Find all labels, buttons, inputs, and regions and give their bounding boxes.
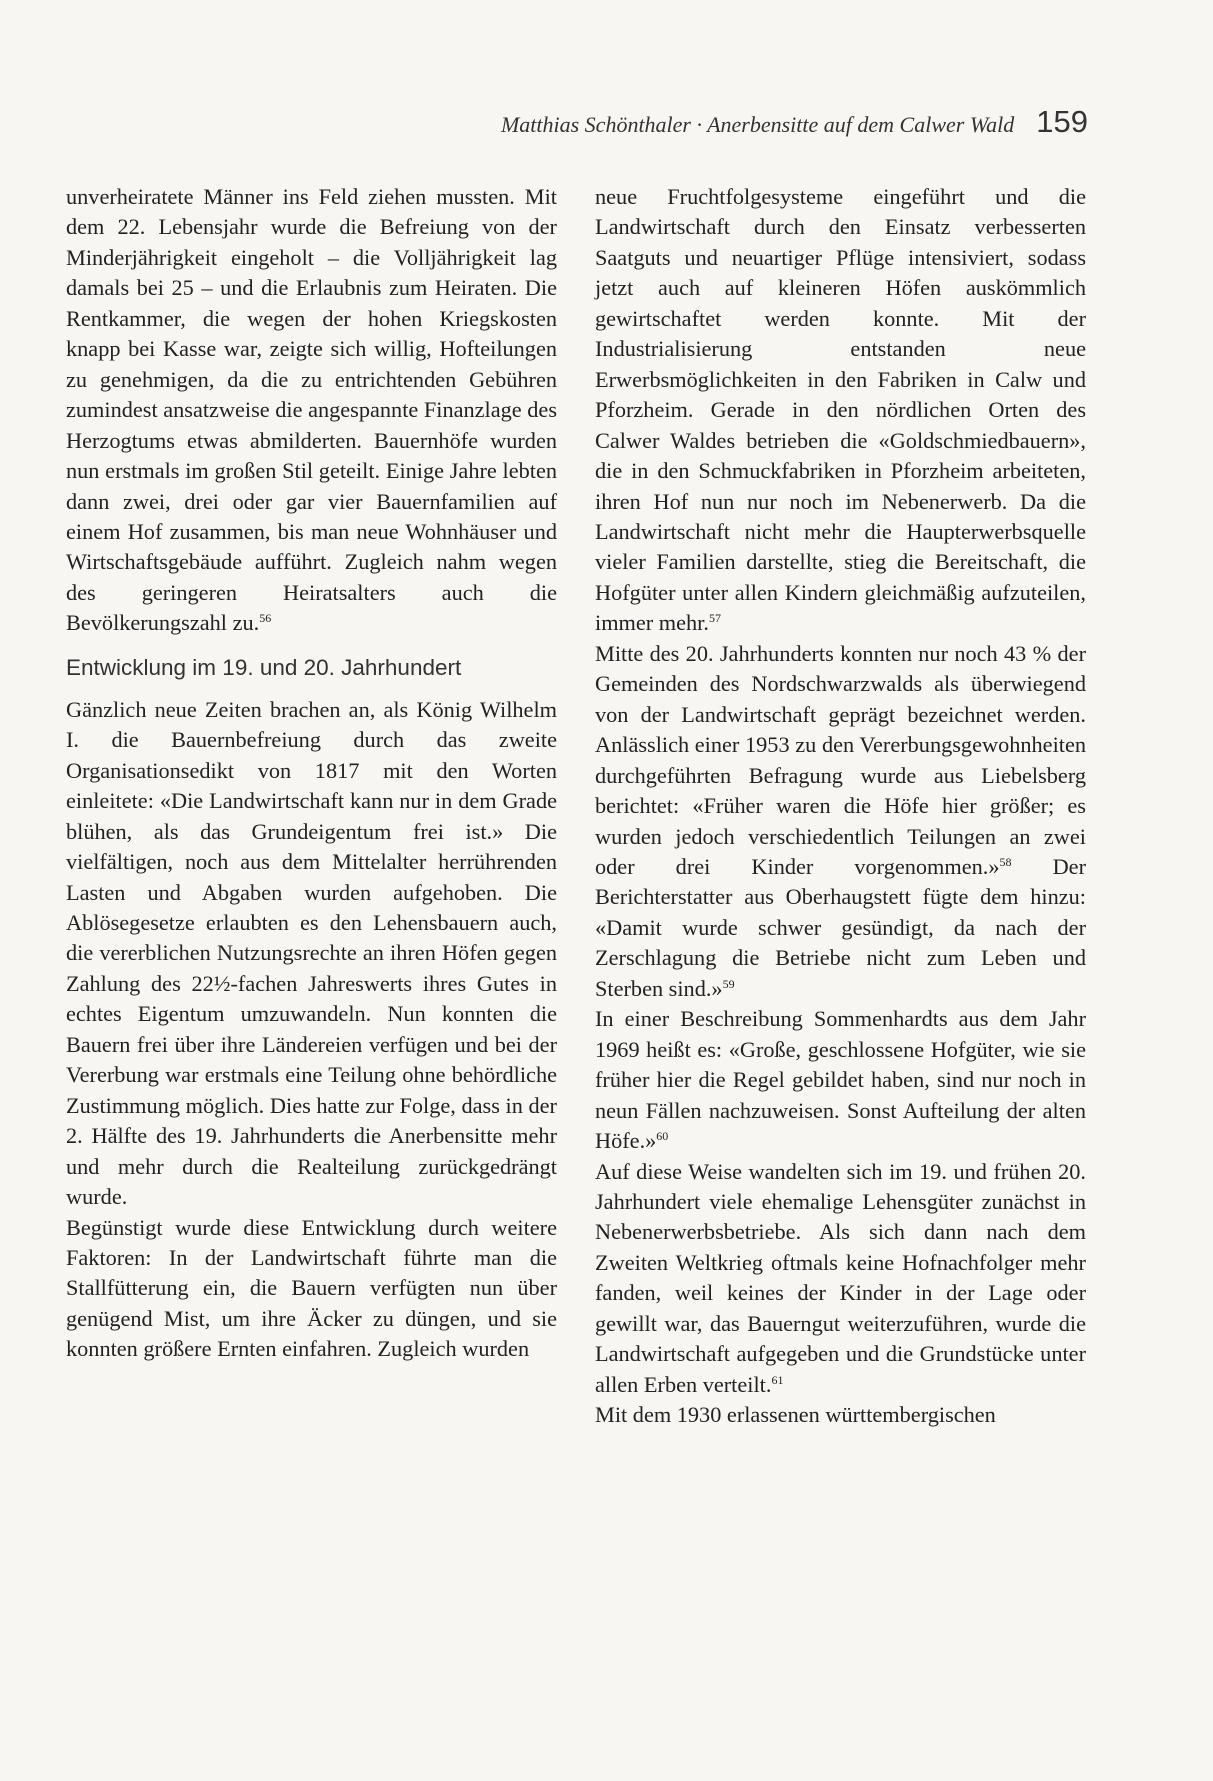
paragraph xyxy=(595,182,1086,639)
paragraph-text: Mitte des 20. Jahrhunderts konnten nur noch 43 % der Gemeinden des Nordschwarzwalds als überwiegend von der Landwirtschaft geprägt bezeichnet werden. Anlässlich einer 1953 zu den Vererbungsgewohnheiten durchgeführten Befragung wurde aus Liebelsberg berichtet: «Früher waren die Höfe hier größer; es wurden jedoch verschiedentlich Teilungen an zwei oder drei Kinder vorgenommen.» xyxy=(595,640,1086,879)
paragraph xyxy=(595,1004,1086,1156)
section-heading: Entwicklung im 19. und 20. Jahrhundert xyxy=(66,654,462,680)
paragraph-text: neue Fruchtfolgesysteme eingeführt und die Landwirtschaft durch den Einsatz verbesserten Saatguts und neuartiger Pflüge intensiviert, sodass jetzt auch auf kleineren Höfen auskömmlich gewirtschaftet werden konnte. Mit der Industrialisierung entstanden neue Erwerbsmöglichkeiten in den Fabriken in Calw und Pforzheim. Gerade in den nördlichen Orten des Calwer Waldes betrieben die «Goldschmiedbauern», die in den Schmuckfabriken in Pforzheim arbeiteten, ihren Hof nun nur noch im Nebenerwerb. Da die Landwirtschaft nicht mehr die Haupterwerbsquelle vieler Familien darstellte, stieg die Bereitschaft, die Hofgüter unter allen Kindern gleichmäßig aufzuteilen, immer mehr. xyxy=(595,184,1086,636)
paragraph: Begünstigt wurde diese Entwicklung durch weitere Faktoren: In der Landwirtschaft führte man die Stallfütterung ein, die Bauern verfügten nun über genügend Mist, um ihre Äcker zu düngen, und sie konnten größere Ernten einfahren. Zugleich wurden xyxy=(66,1214,557,1362)
left-column xyxy=(66,182,557,1365)
footnote-ref: 59 xyxy=(722,976,735,991)
footnote-ref: 61 xyxy=(771,1372,784,1387)
paragraph xyxy=(66,182,557,639)
footnote-ref: 56 xyxy=(259,611,272,626)
right-column xyxy=(595,182,1086,1431)
running-head xyxy=(0,104,1088,140)
paragraph: Mit dem 1930 erlassenen württembergischen xyxy=(595,1402,996,1428)
paragraph-text: Auf diese Weise wandelten sich im 19. und frühen 20. Jahrhundert viele ehemalige Lehensgüter zunächst in Nebenerwerbsbetriebe. Als sich dann nach dem Zweiten Weltkrieg oftmals keine Hofnachfolger mehr fanden, weil keines der Kinder in der Lage oder gewillt war, das Bauerngut weiterzuführen, wurde die Landwirtschaft aufgegeben und die Grundstücke unter allen Erben verteilt. xyxy=(595,1158,1086,1397)
footnote-ref: 60 xyxy=(656,1129,669,1144)
running-title: Matthias Schönthaler · Anerbensitte auf dem Calwer Wald xyxy=(500,112,1015,137)
paragraph-text: In einer Beschreibung Sommenhardts aus dem Jahr 1969 heißt es: «Große, geschlossene Hofgüter, wie sie früher hier die Regel gebildet haben, sind nur noch in neun Fällen nachzuweisen. Sonst Aufteilung der alten Höfe.» xyxy=(595,1006,1086,1154)
paragraph-text: Der Berichterstatter aus Oberhaugstett fügte dem hinzu: «Damit wurde schwer gesündigt, da nach der Zerschlagung die Betriebe nicht zum Leben und Sterben sind.» xyxy=(595,853,1087,1001)
paragraph xyxy=(595,639,1086,1004)
paragraph-text: unverheiratete Männer ins Feld ziehen mussten. Mit dem 22. Lebensjahr wurde die Befreiung von der Minderjährigkeit eingeholt – die Volljährigkeit lag damals bei 25 – und die Erlaubnis zum Heiraten. Die Rentkammer, die wegen der hohen Kriegskosten knapp bei Kasse war, zeigte sich willig, Hofteilungen zu genehmigen, da die zu entrichtenden Gebühren zumindest ansatzweise die angespannte Finanzlage des Herzogtums etwas abmilderten. Bauernhöfe wurden nun erstmals im großen Stil geteilt. Einige Jahre lebten dann zwei, drei oder gar vier Bauernfamilien auf einem Hof zusammen, bis man neue Wohnhäuser und Wirtschaftsgebäude aufführt. Zugleich nahm wegen des geringeren Heiratsalters auch die Bevölkerungszahl zu. xyxy=(66,184,557,636)
paragraph: Gänzlich neue Zeiten brachen an, als König Wilhelm I. die Bauernbefreiung durch das zweite Organisationsedikt von 1817 mit den Worten einleitete: «Die Landwirtschaft kann nur in dem Grade blühen, als das Grundeigentum frei ist.» Die vielfältigen, noch aus dem Mittelalter herrührenden Lasten und Abgaben wurden aufgehoben. Die Ablösegesetze erlaubten es den Lehensbauern auch, die vererblichen Nutzungsrechte an ihren Höfen gegen Zahlung des 22½-fachen Jahreswerts ihres Gutes in echtes Eigentum umzuwandeln. Nun konnten die Bauern frei über ihre Ländereien verfügen und bei der Vererbung war erstmals eine Teilung ohne behördliche Zustimmung möglich. Dies hatte zur Folge, dass in der 2. Hälfte des 19. Jahrhunderts die Anerbensitte mehr und mehr durch die Realteilung zurückgedrängt wurde. xyxy=(66,696,557,1210)
paragraph xyxy=(595,1157,1086,1401)
page-number: 159 xyxy=(1036,104,1088,139)
footnote-ref: 57 xyxy=(708,611,721,626)
footnote-ref: 58 xyxy=(999,854,1012,869)
